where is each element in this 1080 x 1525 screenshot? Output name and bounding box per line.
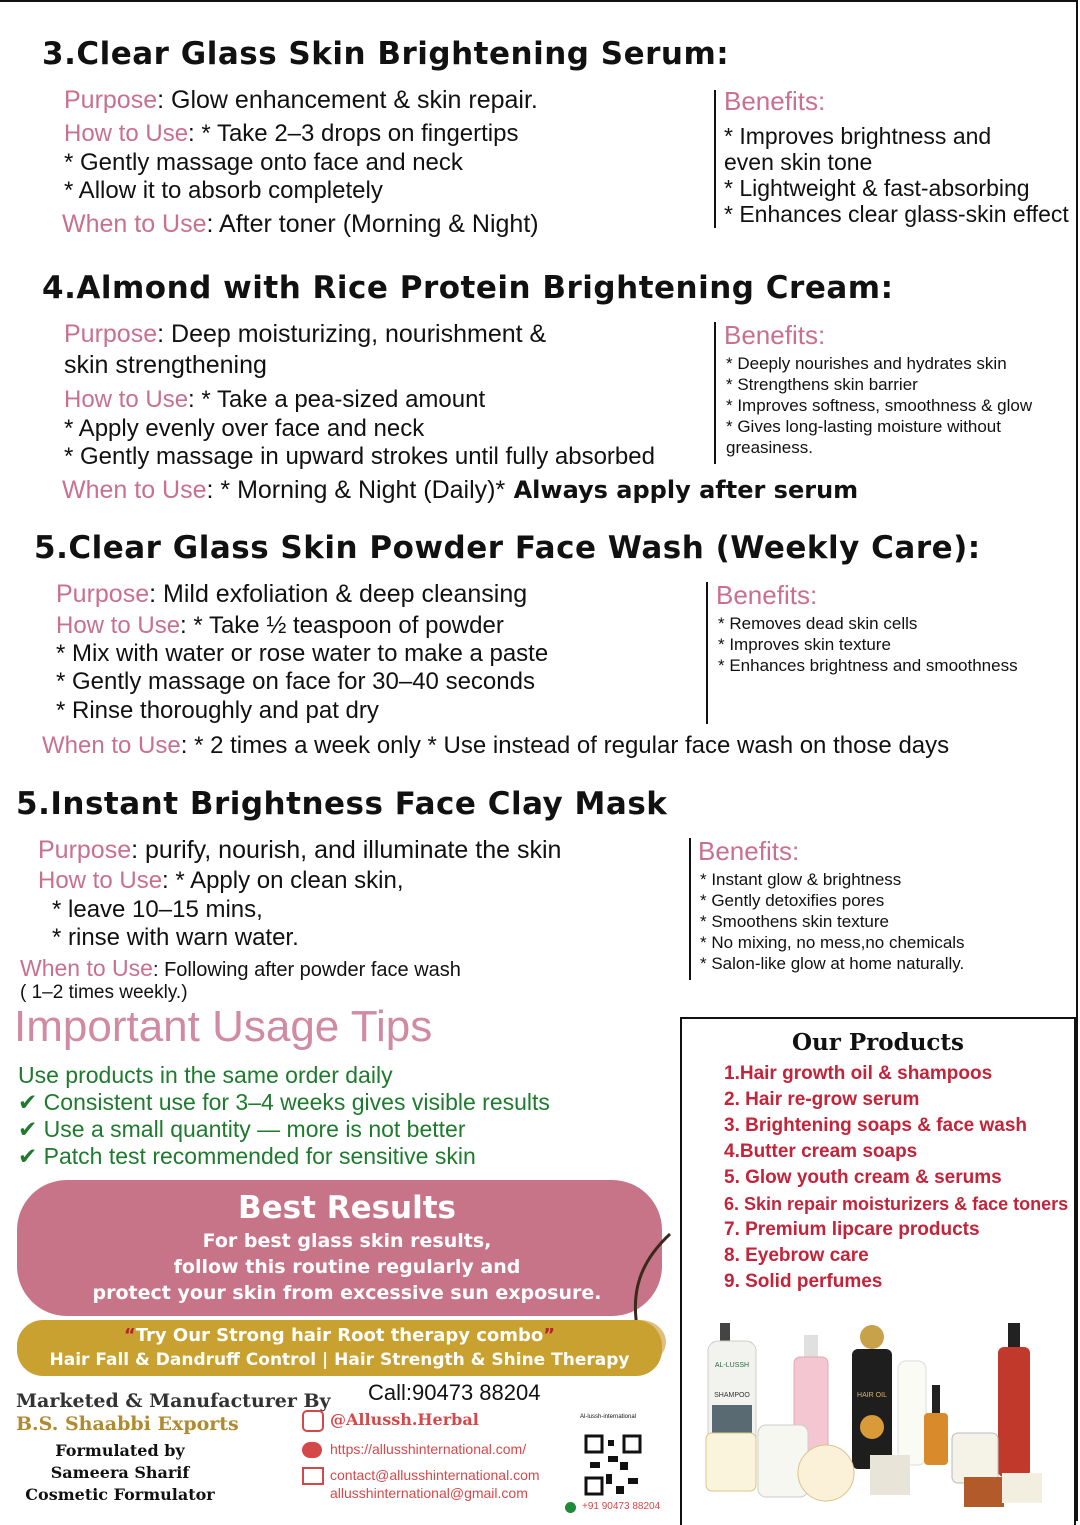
benefit-item: * Improves skin texture <box>718 635 891 654</box>
combo-line-2: Hair Fall & Dandruff Control | Hair Strength & Shine Therapy <box>49 1350 630 1370</box>
products-image <box>702 1305 1062 1525</box>
s4-purpose <box>64 320 546 349</box>
s6-benefits <box>700 869 965 974</box>
s6-howto-label: How to Use <box>38 867 163 894</box>
s6-when-text: : Following after powder face wash <box>152 959 461 981</box>
best-results-title: Best Results <box>237 1190 457 1226</box>
email-primary[interactable]: contact@allusshinternational.com <box>330 1467 540 1483</box>
qr-code-icon <box>584 1434 642 1496</box>
products-list <box>724 1061 1068 1295</box>
benefit-item: greasiness. <box>726 438 813 457</box>
email-icon <box>302 1467 324 1485</box>
benefit-item: * Salon-like glow at home naturally. <box>700 954 965 973</box>
s3-when-text: : After toner (Morning & Night) <box>206 210 539 238</box>
s4-step2: * Apply evenly over face and neck <box>64 415 425 442</box>
s4-when-bold: Always apply after serum <box>505 476 859 504</box>
company-name: B.S. Shaabbi Exports <box>16 1413 239 1435</box>
best-line: protect your skin from excessive sun exposure. <box>92 1282 602 1304</box>
s5-when-label: When to Use <box>42 732 181 759</box>
s3-howto <box>64 120 518 148</box>
qr-caption: Al-lussh-international <box>580 1414 637 1420</box>
products-panel <box>680 1017 1076 1525</box>
s4-benefits-head: Benefits: <box>724 320 826 350</box>
product-item: 4.Butter cream soaps <box>724 1141 918 1162</box>
formulated-by: Formulated by <box>55 1441 185 1460</box>
s6-step3: * rinse with warn water. <box>52 924 299 951</box>
benefit-item: * Strengthens skin barrier <box>726 375 918 394</box>
tip-item: ✔ Patch test recommended for sensitive skin <box>18 1143 476 1169</box>
bottle-brand-label: AL-LUSSH <box>714 1362 750 1369</box>
email-secondary[interactable]: allusshinternational@gmail.com <box>330 1485 528 1501</box>
benefit-item: * Deeply nourishes and hydrates skin <box>726 354 1007 373</box>
best-results-text <box>17 1228 677 1306</box>
s6-step2: * leave 10–15 mins, <box>52 896 263 923</box>
tips-title: Important Usage Tips <box>14 1002 433 1051</box>
s5-step4: * Rinse thoroughly and pat dry <box>56 697 379 724</box>
s5-purpose <box>56 580 527 609</box>
s6-when <box>20 955 461 982</box>
tip-item: ✔ Consistent use for 3–4 weeks gives visible results <box>18 1089 550 1115</box>
whatsapp-icon <box>565 1502 576 1513</box>
product-item: 5. Glow youth cream & serums <box>724 1167 1002 1188</box>
product-item: 9. Solid perfumes <box>724 1271 883 1292</box>
s4-purpose-label: Purpose <box>64 320 158 348</box>
s3-when <box>62 210 539 239</box>
s6-purpose-label: Purpose <box>38 836 132 864</box>
s5-when-text: : * 2 times a week only * Use instead of regular face wash on those days <box>180 732 950 759</box>
s3-purpose <box>64 86 538 115</box>
website-link[interactable]: https://allusshinternational.com/ <box>330 1441 527 1457</box>
s3-step2: * Gently massage onto face and neck <box>64 149 463 176</box>
s3-purpose-text: : Glow enhancement & skin repair. <box>157 86 538 114</box>
s6-benefits-head: Benefits: <box>698 836 800 866</box>
s4-howto-text: : * Take a pea-sized amount <box>188 386 486 413</box>
benefit-item: even skin tone <box>724 149 873 175</box>
s3-benefits <box>724 123 1069 227</box>
s5-step3: * Gently massage on face for 30–40 seconds <box>56 668 535 695</box>
s6-howto <box>38 867 404 895</box>
benefit-item: * Removes dead skin cells <box>718 614 918 633</box>
s6-purpose-text: : purify, nourish, and illuminate the skin <box>131 836 562 864</box>
section-4-title: 4.Almond with Rice Protein Brightening Cream: <box>42 270 894 306</box>
benefit-item: * Gently detoxifies pores <box>700 891 885 910</box>
formulator-role: Cosmetic Formulator <box>25 1485 215 1504</box>
benefit-item: * No mixing, no mess,no chemicals <box>700 933 965 952</box>
s5-purpose-label: Purpose <box>56 580 150 608</box>
s4-when-label: When to Use <box>62 476 207 504</box>
s3-when-label: When to Use <box>62 210 207 238</box>
benefit-item: * Improves softness, smoothness & glow <box>726 396 1033 415</box>
best-results-banner <box>17 1180 662 1316</box>
s6-purpose <box>38 836 561 865</box>
product-item: 8. Eyebrow care <box>724 1245 869 1266</box>
s3-benefits-head: Benefits: <box>724 86 826 116</box>
s4-howto-label: How to Use <box>64 386 189 413</box>
whatsapp-number[interactable]: +91 90473 88204 <box>582 1501 661 1512</box>
s4-purpose-text: : Deep moisturizing, nourishment & <box>157 320 547 348</box>
section-6-title: 5.Instant Brightness Face Clay Mask <box>16 786 668 822</box>
s3-howto-label: How to Use <box>64 120 189 147</box>
product-item: 7. Premium lipcare products <box>724 1219 980 1240</box>
benefit-item: * Lightweight & fast-absorbing <box>724 175 1030 201</box>
combo-text: Try Our Strong hair Root therapy combo <box>135 1325 544 1346</box>
s6-howto-text: : * Apply on clean skin, <box>162 867 404 894</box>
s4-when-text: : * Morning & Night (Daily)* <box>206 476 506 504</box>
s5-benefits-head: Benefits: <box>716 580 818 610</box>
s5-step2: * Mix with water or rose water to make a paste <box>56 640 549 667</box>
product-item: 1.Hair growth oil & shampoos <box>724 1063 993 1084</box>
s6-when-cont: ( 1–2 times weekly.) <box>20 982 188 1003</box>
instagram-handle[interactable]: @Allussh.Herbal <box>330 1410 479 1429</box>
product-item: 2. Hair re-grow serum <box>724 1089 920 1110</box>
benefit-item: * Smoothens skin texture <box>700 912 889 931</box>
s5-purpose-text: : Mild exfoliation & deep cleansing <box>149 580 528 608</box>
benefit-item: * Instant glow & brightness <box>700 870 902 889</box>
s3-howto-text: : * Take 2–3 drops on fingertips <box>188 120 519 147</box>
tip-item: ✔ Use a small quantity — more is not better <box>18 1116 466 1142</box>
benefit-item: * Improves brightness and <box>724 123 992 149</box>
s6-divider <box>689 838 691 980</box>
s4-divider <box>714 322 716 464</box>
s5-howto <box>56 612 504 640</box>
s5-when <box>42 732 949 760</box>
call-number: Call:90473 88204 <box>368 1380 541 1405</box>
s4-when <box>62 476 858 505</box>
s5-howto-text: : * Take ½ teaspoon of powder <box>180 612 504 639</box>
website-icon <box>302 1442 322 1458</box>
s4-benefits <box>726 353 1032 458</box>
bottle-hairoil-label: HAIR OIL <box>857 1392 887 1399</box>
best-line: follow this routine regularly and <box>173 1256 521 1278</box>
combo-line-1: “Try Our Strong hair Root therapy combo” <box>123 1325 556 1346</box>
s3-divider <box>714 90 716 228</box>
s3-step3: * Allow it to absorb completely <box>64 177 383 204</box>
best-line: For best glass skin results, <box>202 1230 492 1252</box>
s4-howto <box>64 386 485 414</box>
s6-when-label: When to Use <box>20 955 153 981</box>
products-title: Our Products <box>791 1029 965 1056</box>
s5-benefits <box>718 613 1018 676</box>
tips-list <box>18 1062 550 1170</box>
combo-banner <box>17 1320 662 1376</box>
s4-purpose-cont: skin strengthening <box>64 351 267 379</box>
product-item: 3. Brightening soaps & face wash <box>724 1115 1028 1136</box>
section-3-title: 3.Clear Glass Skin Brightening Serum: <box>42 36 730 72</box>
instagram-icon <box>302 1410 324 1432</box>
benefit-item: * Gives long-lasting moisture without <box>726 417 1001 436</box>
product-item: 6. Skin repair moisturizers & face toners <box>724 1194 1069 1214</box>
s5-howto-label: How to Use <box>56 612 181 639</box>
section-5-title: 5.Clear Glass Skin Powder Face Wash (Weekly Care): <box>34 530 981 566</box>
s4-step3: * Gently massage in upward strokes until fully absorbed <box>64 443 655 470</box>
marketed-by: Marketed & Manufacturer By <box>16 1390 331 1412</box>
benefit-item: * Enhances clear glass-skin effect <box>724 201 1069 227</box>
formulator-name: Sameera Sharif <box>50 1463 190 1482</box>
s5-divider <box>706 582 708 724</box>
s3-purpose-label: Purpose <box>64 86 158 114</box>
formulator-block <box>0 1440 240 1506</box>
bottle-shampoo-label: SHAMPOO <box>714 1392 750 1399</box>
email-block <box>330 1466 540 1502</box>
benefit-item: * Enhances brightness and smoothness <box>718 656 1018 675</box>
tip-item: Use products in the same order daily <box>18 1062 393 1088</box>
